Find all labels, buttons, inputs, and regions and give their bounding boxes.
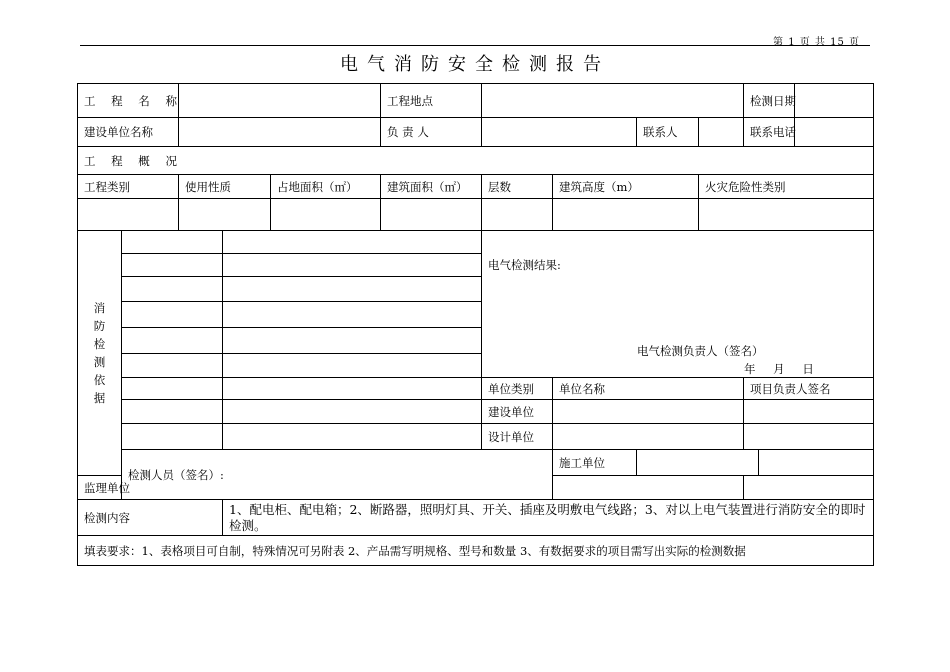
- basis-field[interactable]: [223, 400, 482, 424]
- unit-name-field[interactable]: [553, 476, 744, 500]
- overview-field[interactable]: [699, 199, 874, 231]
- basis-field[interactable]: [122, 400, 223, 424]
- unit-signature-field[interactable]: [744, 424, 874, 450]
- basis-field[interactable]: [122, 231, 223, 254]
- unit-signature-field[interactable]: [744, 400, 874, 424]
- basis-field[interactable]: [223, 231, 482, 254]
- project-name-field[interactable]: [179, 84, 381, 118]
- basis-field[interactable]: [223, 424, 482, 450]
- unit-signature-field[interactable]: [744, 476, 874, 500]
- inspection-content-text: 1、配电柜、配电箱；2、断路器，照明灯具、开关、插座及明敷电气线路；3、对以上电气装置进行消防安全的即时检测。: [223, 500, 874, 536]
- overview-header: 占地面积（㎡）: [271, 175, 381, 199]
- unit-name-field[interactable]: [553, 424, 744, 450]
- overview-field[interactable]: [179, 199, 271, 231]
- inspection-content-label: 检测内容: [78, 500, 223, 536]
- overview-header: 层数: [482, 175, 553, 199]
- basis-field[interactable]: [223, 254, 482, 277]
- overview-field[interactable]: [482, 199, 553, 231]
- row-overview-values: [78, 199, 874, 231]
- overview-header: 使用性质: [179, 175, 271, 199]
- content-row: [78, 500, 874, 536]
- basis-char: 检: [93, 337, 106, 351]
- basis-char: 消: [93, 301, 106, 315]
- overview-header: 火灾危险性类别: [699, 175, 874, 199]
- overview-field[interactable]: [271, 199, 381, 231]
- row-overview-headers: [78, 175, 874, 199]
- contact-person-field[interactable]: [699, 118, 744, 147]
- overview-header: 工程类别: [78, 175, 179, 199]
- unit-header: 单位名称: [553, 378, 744, 400]
- result-date-label: 年 月 日: [744, 362, 814, 376]
- electrical-result-area[interactable]: [482, 231, 874, 378]
- basis-field[interactable]: [122, 328, 223, 354]
- basis-char: 防: [93, 319, 106, 333]
- unit-name-field[interactable]: [637, 450, 759, 476]
- responsible-person-label: 负 责 人: [381, 118, 482, 147]
- project-location-label: 工程地点: [381, 84, 482, 118]
- electrical-result-label: 电气检测结果:: [488, 258, 561, 272]
- basis-char: 依: [93, 373, 106, 387]
- basis-row: [78, 424, 874, 450]
- basis-field[interactable]: [223, 378, 482, 400]
- unit-row-label: 监理单位: [78, 476, 122, 500]
- overview-header: 建筑面积（㎡）: [381, 175, 482, 199]
- unit-name-field[interactable]: [553, 400, 744, 424]
- basis-field[interactable]: [122, 277, 223, 302]
- unit-header: 项目负责人签名: [744, 378, 874, 400]
- basis-field[interactable]: [122, 424, 223, 450]
- contact-phone-field[interactable]: [795, 118, 874, 147]
- inspector-signature-label[interactable]: 检测人员（签名）:: [122, 450, 553, 500]
- basis-field[interactable]: [223, 302, 482, 328]
- construction-unit-label: 建设单位名称: [78, 118, 179, 147]
- basis-char: 据: [93, 391, 106, 405]
- basis-field[interactable]: [122, 302, 223, 328]
- basis-field[interactable]: [223, 328, 482, 354]
- form-requirements-note: 填表要求：1、表格项目可自制，特殊情况可另附表 2、产品需写明规格、型号和数量 3、有数据要求的项目需写出实际的检测数据: [78, 536, 874, 566]
- inspector-row: [78, 450, 874, 476]
- basis-char: 测: [93, 355, 106, 369]
- overview-field[interactable]: [78, 199, 179, 231]
- basis-field[interactable]: [223, 354, 482, 378]
- basis-label: [78, 231, 122, 476]
- basis-field[interactable]: [223, 277, 482, 302]
- unit-row-label: 施工单位: [553, 450, 637, 476]
- contact-person-label: 联系人: [637, 118, 699, 147]
- overview-header: 建筑高度（m）: [553, 175, 699, 199]
- row-project: [78, 84, 874, 118]
- report-title: 电气消防安全检测报告: [340, 54, 610, 75]
- result-signer-label: 电气检测负责人（签名）: [637, 344, 764, 358]
- inspection-date-field[interactable]: [795, 84, 874, 118]
- project-name-label: 工 程 名 称: [78, 84, 179, 118]
- contact-phone-label: 联系电话: [744, 118, 795, 147]
- responsible-person-field[interactable]: [482, 118, 637, 147]
- basis-row: [78, 231, 874, 254]
- project-location-field[interactable]: [482, 84, 744, 118]
- inspection-date-label: 检测日期: [744, 84, 795, 118]
- basis-field[interactable]: [122, 254, 223, 277]
- report-form-table: [77, 83, 874, 566]
- basis-field[interactable]: [122, 378, 223, 400]
- row-overview-title: [78, 147, 874, 175]
- unit-header: 单位类别: [482, 378, 553, 400]
- basis-row: [78, 400, 874, 424]
- unit-signature-field[interactable]: [759, 450, 874, 476]
- construction-unit-field[interactable]: [179, 118, 381, 147]
- overview-field[interactable]: [553, 199, 699, 231]
- basis-row: [78, 378, 874, 400]
- row-construction-unit: [78, 118, 874, 147]
- overview-title: 工 程 概 况: [78, 147, 874, 175]
- basis-field[interactable]: [122, 354, 223, 378]
- footer-note-row: [78, 536, 874, 566]
- unit-row-label: 建设单位: [482, 400, 553, 424]
- overview-field[interactable]: [381, 199, 482, 231]
- header-rule: [80, 45, 870, 46]
- page-indicator: 第 1 页 共 15 页: [773, 37, 860, 48]
- unit-row-label: 设计单位: [482, 424, 553, 450]
